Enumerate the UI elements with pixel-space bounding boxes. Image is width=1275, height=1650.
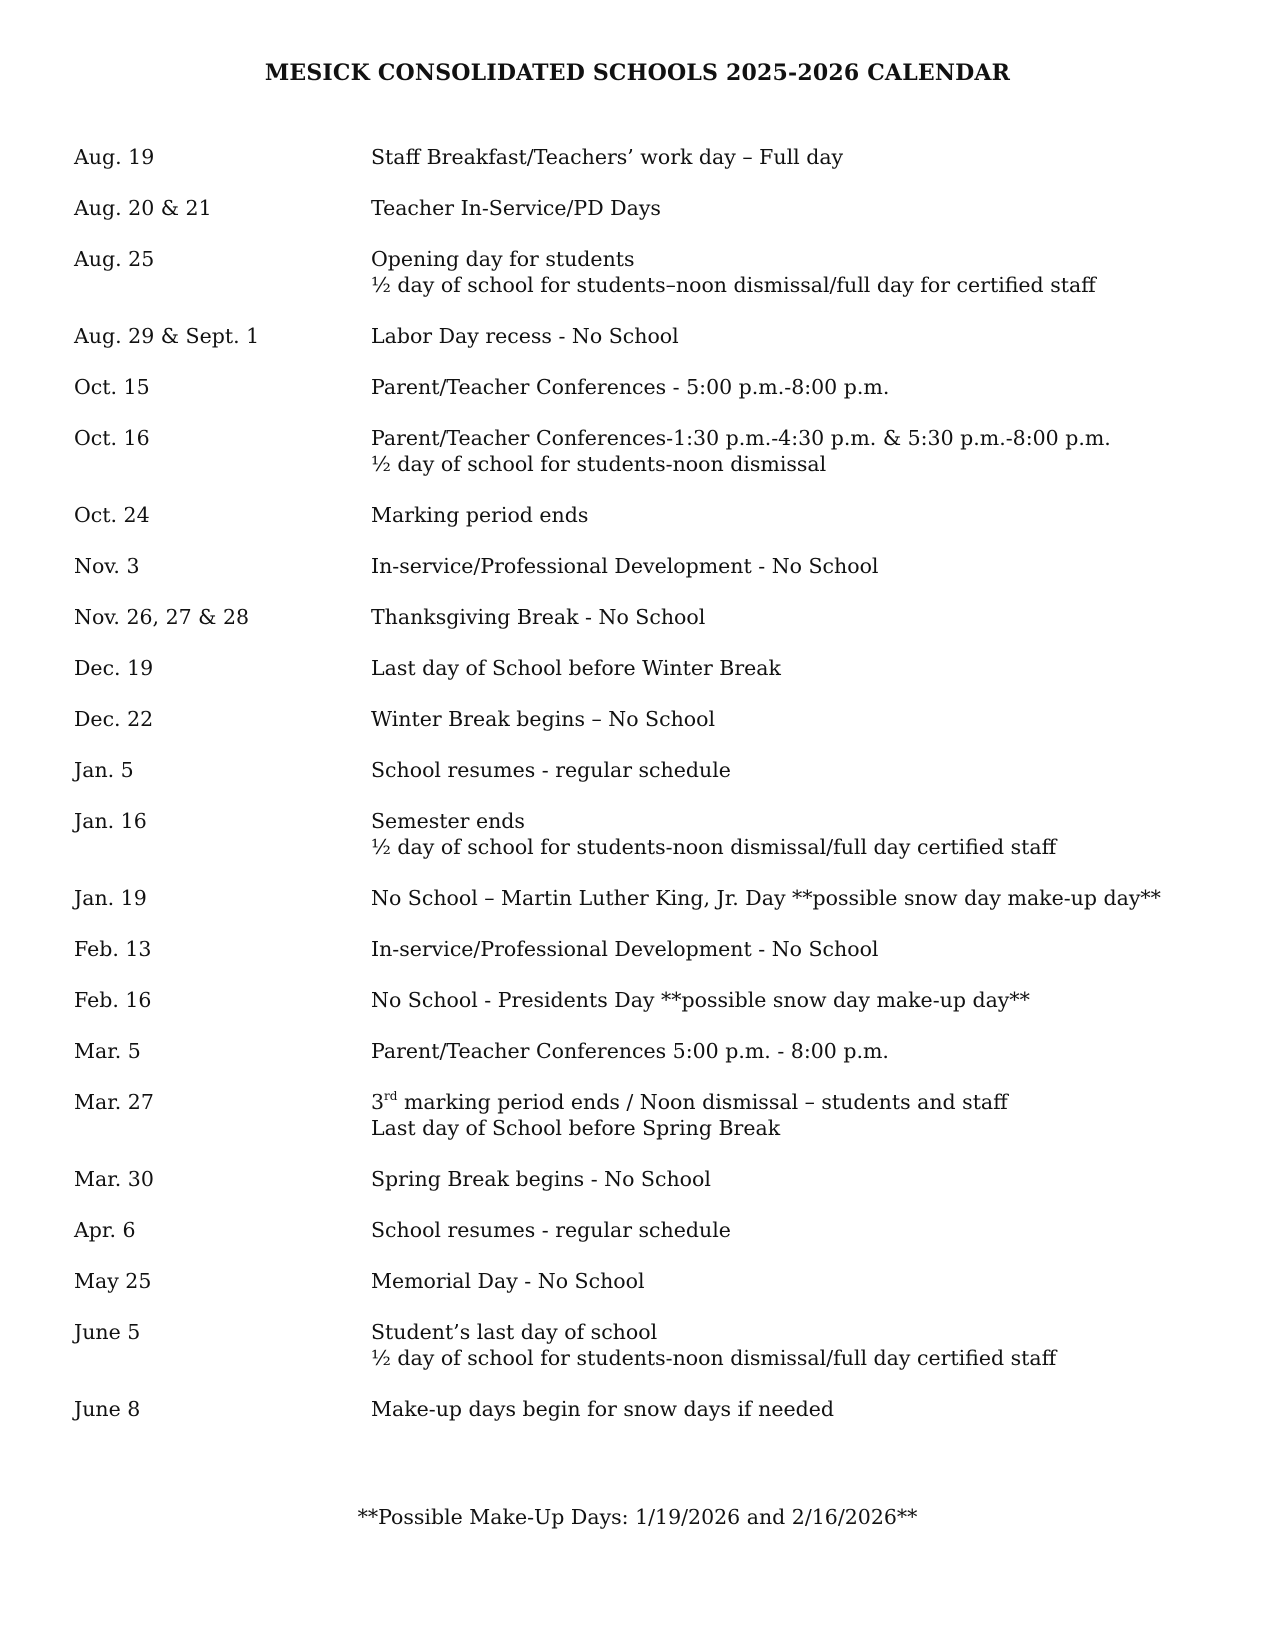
event-description <box>371 604 1254 630</box>
event-row <box>74 655 1254 681</box>
event-date: Jan. 5 <box>74 758 134 782</box>
event-date: Jan. 19 <box>74 886 147 910</box>
event-description-line: Thanksgiving Break - No School <box>371 605 706 629</box>
ordinal-suffix: rd <box>384 1089 398 1104</box>
event-description <box>371 553 1254 579</box>
event-description <box>371 1038 1254 1064</box>
event-date: Mar. 30 <box>74 1167 154 1191</box>
event-date: Feb. 13 <box>74 937 152 961</box>
event-description <box>371 1166 1254 1192</box>
event-row <box>74 323 1254 349</box>
event-description-line: Parent/Teacher Conferences 5:00 p.m. - 8:00 p.m. <box>371 1039 889 1063</box>
event-list <box>74 144 1254 1422</box>
event-description <box>371 885 1254 911</box>
event-row <box>74 1268 1254 1294</box>
event-description-line: Staff Breakfast/Teachers’ work day – Full day <box>371 145 844 169</box>
event-date: Aug. 25 <box>74 247 155 271</box>
event-description-line: Parent/Teacher Conferences - 5:00 p.m.-8:00 p.m. <box>371 375 890 399</box>
event-date: Aug. 20 & 21 <box>74 196 212 220</box>
event-description-line: Teacher In-Service/PD Days <box>371 196 661 220</box>
event-row <box>74 987 1254 1013</box>
event-description-text: marking period ends / Noon dismissal – students and staff <box>397 1090 1008 1114</box>
event-row <box>74 936 1254 962</box>
event-description-line: Semester ends <box>371 809 525 833</box>
event-description <box>371 502 1254 528</box>
event-date: Aug. 29 & Sept. 1 <box>74 324 260 348</box>
event-description <box>371 757 1254 783</box>
event-description <box>371 195 1254 221</box>
event-date: May 25 <box>74 1269 152 1293</box>
event-description <box>371 374 1254 400</box>
event-row <box>74 246 1254 298</box>
event-row <box>74 1166 1254 1192</box>
event-date: Nov. 26, 27 & 28 <box>74 605 250 629</box>
event-description-line <box>371 1089 1254 1115</box>
event-date: Oct. 16 <box>74 426 150 450</box>
event-date: Oct. 15 <box>74 375 150 399</box>
event-description <box>371 323 1254 349</box>
event-description-line: Memorial Day - No School <box>371 1269 645 1293</box>
event-date: Apr. 6 <box>74 1218 136 1242</box>
event-row <box>74 144 1254 170</box>
event-row <box>74 1217 1254 1243</box>
event-description <box>371 425 1254 477</box>
event-description-line: Parent/Teacher Conferences-1:30 p.m.-4:30 p.m. & 5:30 p.m.-8:00 p.m. <box>371 426 1111 450</box>
event-description-line: Marking period ends <box>371 503 589 527</box>
event-row <box>74 604 1254 630</box>
event-description <box>371 1319 1254 1371</box>
event-date: Mar. 27 <box>74 1090 154 1114</box>
event-description-line: ½ day of school for students-noon dismissal/full day certified staff <box>371 1346 1057 1370</box>
event-date: June 8 <box>74 1397 141 1421</box>
event-description-line: No School - Presidents Day **possible snow day make-up day** <box>371 988 1030 1012</box>
event-row <box>74 706 1254 732</box>
event-description <box>371 1089 1254 1141</box>
event-description-line: Spring Break begins - No School <box>371 1167 711 1191</box>
event-description <box>371 1217 1254 1243</box>
event-row <box>74 1319 1254 1371</box>
event-description-line: Last day of School before Winter Break <box>371 656 781 680</box>
footnote: **Possible Make-Up Days: 1/19/2026 and 2/16/2026** <box>357 1505 918 1529</box>
event-date: Aug. 19 <box>74 145 155 169</box>
event-row <box>74 808 1254 860</box>
event-description-line: School resumes - regular schedule <box>371 758 731 782</box>
event-description <box>371 808 1254 860</box>
event-row <box>74 1089 1254 1141</box>
event-description <box>371 936 1254 962</box>
event-row <box>74 1396 1254 1422</box>
event-description-line: School resumes - regular schedule <box>371 1218 731 1242</box>
event-row <box>74 757 1254 783</box>
event-description-line: Opening day for students <box>371 247 635 271</box>
event-description-line: In-service/Professional Development - No School <box>371 937 879 961</box>
event-description <box>371 987 1254 1013</box>
event-description <box>371 246 1254 298</box>
event-row <box>74 553 1254 579</box>
event-date: June 5 <box>74 1320 141 1344</box>
event-description-line: No School – Martin Luther King, Jr. Day **possible snow day make-up day** <box>371 886 1161 910</box>
event-row <box>74 1038 1254 1064</box>
event-description-line: Last day of School before Spring Break <box>371 1116 781 1140</box>
event-row <box>74 195 1254 221</box>
event-description-line: ½ day of school for students–noon dismissal/full day for certified staff <box>371 273 1096 297</box>
event-description-line: Labor Day recess - No School <box>371 324 679 348</box>
page-title: MESICK CONSOLIDATED SCHOOLS 2025-2026 CALENDAR <box>264 60 1011 86</box>
event-description-line: Make-up days begin for snow days if needed <box>371 1397 834 1421</box>
event-description-line: Student’s last day of school <box>371 1320 658 1344</box>
event-date: Feb. 16 <box>74 988 152 1012</box>
event-row <box>74 374 1254 400</box>
event-row <box>74 425 1254 477</box>
event-description-line: Winter Break begins – No School <box>371 707 716 731</box>
event-description <box>371 655 1254 681</box>
event-description-line: In-service/Professional Development - No School <box>371 554 879 578</box>
event-row <box>74 885 1254 911</box>
ordinal-number: 3 <box>371 1090 385 1114</box>
event-date: Jan. 16 <box>74 809 147 833</box>
event-description <box>371 1268 1254 1294</box>
event-description <box>371 1396 1254 1422</box>
event-description <box>371 706 1254 732</box>
event-date: Dec. 19 <box>74 656 154 680</box>
event-description-line: ½ day of school for students-noon dismissal <box>371 452 827 476</box>
event-date: Dec. 22 <box>74 707 154 731</box>
event-description-line: ½ day of school for students-noon dismissal/full day certified staff <box>371 835 1057 859</box>
event-row <box>74 502 1254 528</box>
event-date: Nov. 3 <box>74 554 140 578</box>
event-description <box>371 144 1254 170</box>
event-date: Mar. 5 <box>74 1039 141 1063</box>
event-date: Oct. 24 <box>74 503 150 527</box>
